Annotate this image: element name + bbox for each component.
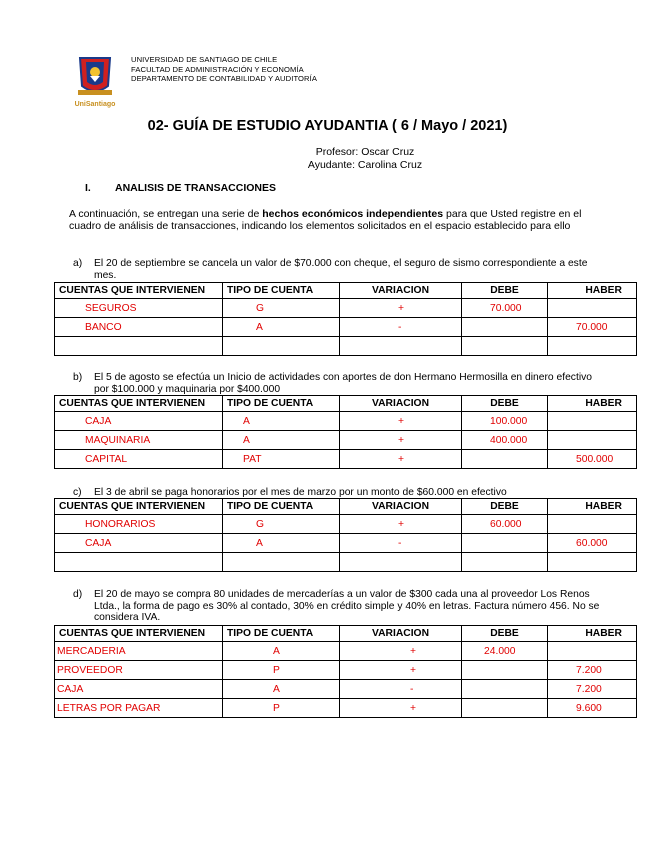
table-row	[55, 680, 637, 699]
section-heading	[85, 182, 276, 194]
col-cuentas: CUENTAS QUE INTERVIENEN	[55, 499, 223, 515]
intro-text-before: A continuación, se entregan una serie de	[69, 208, 263, 220]
cell-tipo: A	[223, 431, 340, 450]
cell-debe: 100.000	[462, 412, 548, 431]
empty-cell	[223, 337, 340, 356]
transaction-table-b	[54, 395, 637, 469]
table-row-empty	[55, 337, 637, 356]
empty-cell	[548, 337, 637, 356]
question-b	[73, 372, 603, 396]
question-text: El 3 de abril se paga honorarios por el mes de marzo por un monto de $60.000 en efectivo	[94, 487, 507, 498]
cell-tipo: PAT	[223, 450, 340, 469]
cell-tipo: P	[223, 699, 340, 718]
question-text: El 20 de mayo se compra 80 unidades de mercaderías a un valor de $300 cada una al proveedor Los Renos Ltda., la forma de pago es 30% al contado, 30% en crédito simple y 40% en letras. Factura número 456. No se considera IVA.	[94, 589, 600, 623]
table-row	[55, 642, 637, 661]
cell-cuenta: BANCO	[55, 318, 223, 337]
cell-cuenta: CAJA	[55, 412, 223, 431]
col-haber: HABER	[548, 283, 637, 299]
cell-debe	[462, 661, 548, 680]
cell-variacion: -	[340, 318, 462, 337]
cell-debe: 70.000	[462, 299, 548, 318]
col-debe: DEBE	[462, 499, 548, 515]
col-cuentas: CUENTAS QUE INTERVIENEN	[55, 283, 223, 299]
cell-haber: 7.200	[548, 680, 637, 699]
cell-haber	[548, 515, 637, 534]
question-letter: a)	[73, 258, 83, 269]
cell-debe: 400.000	[462, 431, 548, 450]
col-debe: DEBE	[462, 283, 548, 299]
cell-variacion: +	[340, 642, 462, 661]
empty-cell	[340, 337, 462, 356]
cell-variacion: +	[340, 431, 462, 450]
empty-cell	[340, 553, 462, 572]
cell-tipo: A	[223, 318, 340, 337]
table-row	[55, 431, 637, 450]
question-d	[73, 589, 603, 625]
col-haber: HABER	[548, 626, 637, 642]
table-row	[55, 412, 637, 431]
question-letter: b)	[73, 372, 83, 383]
cell-debe	[462, 450, 548, 469]
section-number: I.	[85, 182, 91, 194]
col-variacion: VARIACION	[340, 283, 462, 299]
question-a	[73, 258, 603, 282]
col-variacion: VARIACION	[340, 626, 462, 642]
cell-cuenta: LETRAS POR PAGAR	[55, 699, 223, 718]
university-logo	[72, 52, 118, 114]
cell-variacion: -	[340, 680, 462, 699]
table-header-row	[55, 499, 637, 515]
cell-tipo: A	[223, 680, 340, 699]
table-row	[55, 661, 637, 680]
header-line-2: FACULTAD DE ADMINISTRACIÓN Y ECONOMÍA	[131, 64, 304, 74]
cell-cuenta: MAQUINARIA	[55, 431, 223, 450]
empty-cell	[462, 337, 548, 356]
cell-tipo: G	[223, 299, 340, 318]
table-header-row	[55, 283, 637, 299]
table-row-empty	[55, 553, 637, 572]
cell-tipo: A	[223, 534, 340, 553]
table-row	[55, 534, 637, 553]
empty-cell	[223, 553, 340, 572]
empty-cell	[462, 553, 548, 572]
cell-variacion: +	[340, 450, 462, 469]
logo-text: UniSantiago	[74, 101, 116, 108]
col-cuentas: CUENTAS QUE INTERVIENEN	[55, 626, 223, 642]
table-row	[55, 318, 637, 337]
col-variacion: VARIACION	[340, 396, 462, 412]
cell-variacion: +	[340, 515, 462, 534]
cell-haber	[548, 412, 637, 431]
header-line-3: DEPARTAMENTO DE CONTABILIDAD Y AUDITORÍA	[131, 74, 318, 83]
cell-debe	[462, 534, 548, 553]
institution-header	[131, 55, 317, 84]
cell-haber: 70.000	[548, 318, 637, 337]
question-text: El 20 de septiembre se cancela un valor de $70.000 con cheque, el seguro de sismo correspondiente a este mes.	[94, 258, 588, 281]
cell-debe	[462, 318, 548, 337]
table-row	[55, 299, 637, 318]
profesor-line: Profesor: Oscar Cruz	[315, 146, 415, 158]
cell-haber: 500.000	[548, 450, 637, 469]
cell-variacion: -	[340, 534, 462, 553]
header-line-1: UNIVERSIDAD DE SANTIAGO DE CHILE	[131, 55, 278, 64]
intro-text-bold: hechos económicos independientes	[262, 208, 444, 220]
question-letter: d)	[73, 589, 83, 600]
col-variacion: VARIACION	[340, 499, 462, 515]
col-haber: HABER	[548, 396, 637, 412]
cell-tipo: G	[223, 515, 340, 534]
cell-haber	[548, 299, 637, 318]
cell-debe	[462, 699, 548, 718]
cell-debe	[462, 680, 548, 699]
cell-haber: 9.600	[548, 699, 637, 718]
cell-haber: 60.000	[548, 534, 637, 553]
table-row	[55, 450, 637, 469]
table-row	[55, 515, 637, 534]
empty-cell	[55, 337, 223, 356]
cell-tipo: A	[223, 642, 340, 661]
cell-tipo: A	[223, 412, 340, 431]
cell-debe: 24.000	[462, 642, 548, 661]
col-cuentas: CUENTAS QUE INTERVIENEN	[55, 396, 223, 412]
cell-tipo: P	[223, 661, 340, 680]
col-debe: DEBE	[462, 626, 548, 642]
question-letter: c)	[73, 487, 82, 498]
cell-cuenta: MERCADERIA	[55, 642, 223, 661]
table-header-row	[55, 626, 637, 642]
empty-cell	[55, 553, 223, 572]
section-title: ANALISIS DE TRANSACCIONES	[115, 182, 277, 194]
cell-cuenta: HONORARIOS	[55, 515, 223, 534]
ayudante-line: Ayudante: Carolina Cruz	[307, 159, 423, 171]
question-text: El 5 de agosto se efectúa un Inicio de actividades con aportes de don Hermano Hermosilla en dinero efectivo por $100.000 y maquinaria por $400.000	[94, 372, 592, 395]
transaction-table-d	[54, 625, 637, 718]
table-header-row	[55, 396, 637, 412]
table-row	[55, 699, 637, 718]
transaction-table-a	[54, 282, 637, 356]
cell-variacion: +	[340, 661, 462, 680]
cell-variacion: +	[340, 412, 462, 431]
cell-variacion: +	[340, 699, 462, 718]
col-tipo: TIPO DE CUENTA	[223, 396, 340, 412]
staff-info	[0, 146, 655, 172]
cell-haber: 7.200	[548, 661, 637, 680]
page-title: 02- GUÍA DE ESTUDIO AYUDANTIA ( 6 / Mayo / 2021)	[147, 118, 508, 134]
col-debe: DEBE	[462, 396, 548, 412]
cell-cuenta: PROVEEDOR	[55, 661, 223, 680]
cell-cuenta: CAJA	[55, 534, 223, 553]
cell-cuenta: CAPITAL	[55, 450, 223, 469]
cell-haber	[548, 431, 637, 450]
cell-haber	[548, 642, 637, 661]
col-tipo: TIPO DE CUENTA	[223, 499, 340, 515]
cell-cuenta: CAJA	[55, 680, 223, 699]
empty-cell	[548, 553, 637, 572]
cell-debe: 60.000	[462, 515, 548, 534]
intro-text-after: para que Usted registre en el cuadro de análisis de transacciones, indicando los elementos solicitados en el espacio establecido para ello	[69, 208, 582, 232]
cell-cuenta: SEGUROS	[55, 299, 223, 318]
cell-variacion: +	[340, 299, 462, 318]
col-tipo: TIPO DE CUENTA	[223, 283, 340, 299]
transaction-table-c	[54, 498, 637, 572]
col-haber: HABER	[548, 499, 637, 515]
col-tipo: TIPO DE CUENTA	[223, 626, 340, 642]
intro-paragraph	[69, 208, 593, 232]
